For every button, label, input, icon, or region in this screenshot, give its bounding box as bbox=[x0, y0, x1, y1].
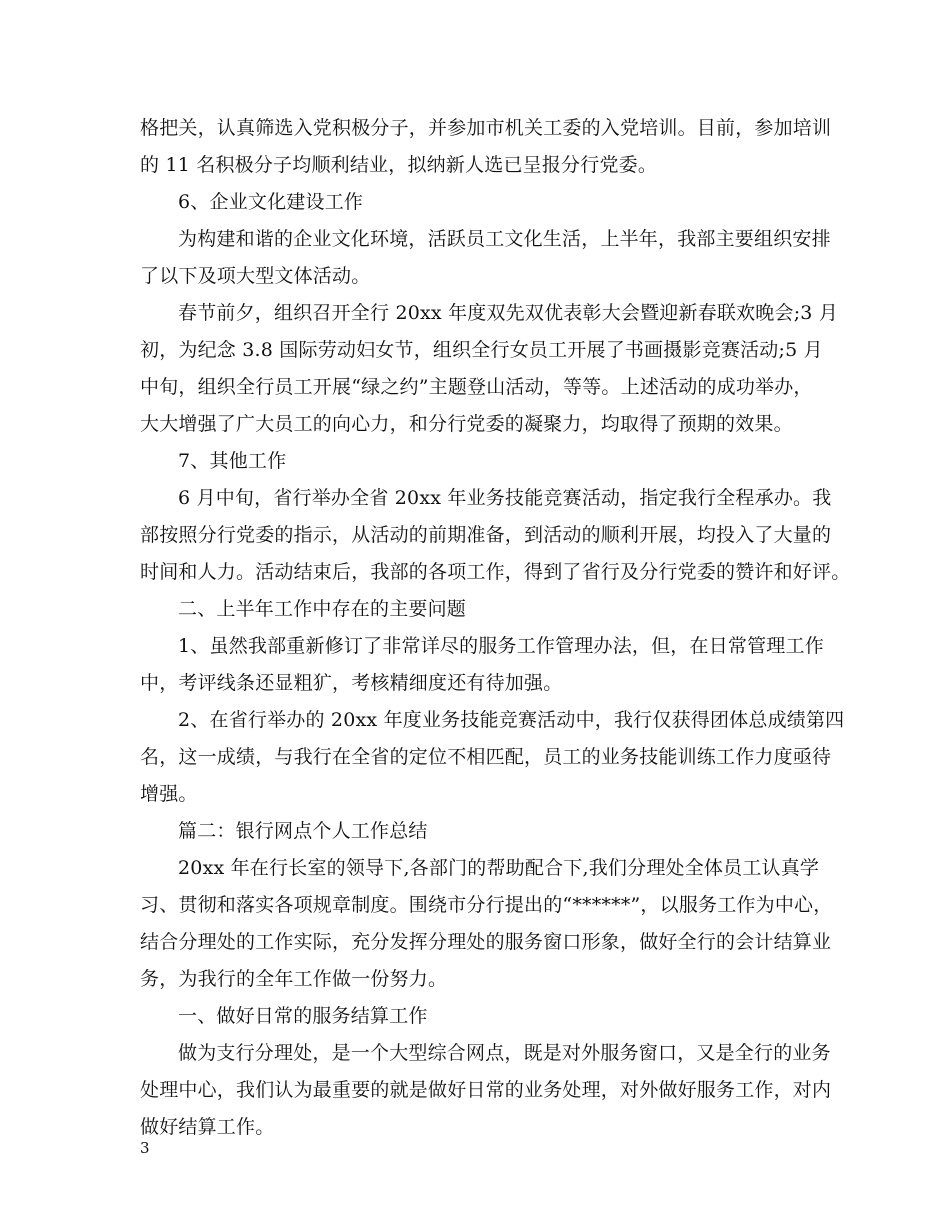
text-line: 春节前夕，组织召开全行 20xx 年度双先双优表彰大会暨迎新春联欢晚会;3 月 bbox=[178, 302, 839, 324]
text-line: 中，考评线条还显粗犷，考核精细度还有待加强。 bbox=[140, 672, 563, 694]
text-line: 了以下及项大型文体活动。 bbox=[140, 265, 371, 287]
text-line: 1、虽然我部重新修订了非常详尽的服务工作管理办法，但，在日常管理工作 bbox=[178, 635, 824, 657]
section-heading: 7、其他工作 bbox=[178, 450, 287, 472]
text-line: 的 11 名积极分子均顺利结业，拟纳新人选已呈报分行党委。 bbox=[140, 154, 658, 176]
page-number: 3 bbox=[140, 1139, 150, 1157]
section-heading: 二、上半年工作中存在的主要问题 bbox=[178, 598, 467, 620]
text-line: 时间和人力。活动结束后，我部的各项工作，得到了省行及分行党委的赞许和好评。 bbox=[140, 561, 851, 583]
section-heading: 篇二：银行网点个人工作总结 bbox=[178, 820, 428, 842]
text-line: 务，为我行的全年工作做一份努力。 bbox=[140, 968, 448, 990]
text-line: 大大增强了广大员工的向心力，和分行党委的凝聚力，均取得了预期的效果。 bbox=[140, 413, 793, 435]
text-line: 部按照分行党委的指示，从活动的前期准备，到活动的顺利开展，均投入了大量的 bbox=[140, 524, 832, 546]
text-line: 初，为纪念 3.8 国际劳动妇女节，组织全行女员工开展了书画摄影竞赛活动;5 月 bbox=[140, 339, 823, 361]
text-line: 名，这一成绩，与我行在全省的定位不相匹配，员工的业务技能训练工作力度亟待 bbox=[140, 746, 832, 768]
text-line: 中旬，组织全行员工开展“绿之约”主题登山活动，等等。上述活动的成功举办， bbox=[140, 376, 813, 398]
text-line: 处理中心，我们认为最重要的就是做好日常的业务处理，对外做好服务工作，对内 bbox=[140, 1079, 832, 1101]
text-line: 为构建和谐的企业文化环境，活跃员工文化生活，上半年，我部主要组织安排 bbox=[178, 228, 831, 250]
text-line: 增强。 bbox=[140, 783, 198, 805]
text-line: 做好结算工作。 bbox=[140, 1116, 275, 1138]
text-line: 6 月中旬，省行举办全省 20xx 年业务技能竞赛活动，指定我行全程承办。我 bbox=[178, 487, 832, 509]
text-line: 格把关，认真筛选入党积极分子，并参加市机关工委的入党培训。目前，参加培训 bbox=[140, 117, 832, 139]
section-heading: 6、企业文化建设工作 bbox=[178, 191, 364, 213]
text-line: 2、在省行举办的 20xx 年度业务技能竞赛活动中，我行仅获得团体总成绩第四 bbox=[178, 709, 845, 731]
text-line: 习、贯彻和落实各项规章制度。围绕市分行提出的“******”，以服务工作为中心， bbox=[140, 894, 833, 916]
section-heading: 一、做好日常的服务结算工作 bbox=[178, 1005, 428, 1027]
document-body bbox=[140, 110, 851, 1146]
text-line: 做为支行分理处，是一个大型综合网点，既是对外服务窗口，又是全行的业务 bbox=[178, 1042, 831, 1064]
text-line: 20xx 年在行长室的领导下,各部门的帮助配合下,我们分理处全体员工认真学 bbox=[178, 857, 820, 879]
text-line: 结合分理处的工作实际，充分发挥分理处的服务窗口形象，做好全行的会计结算业 bbox=[140, 931, 832, 953]
